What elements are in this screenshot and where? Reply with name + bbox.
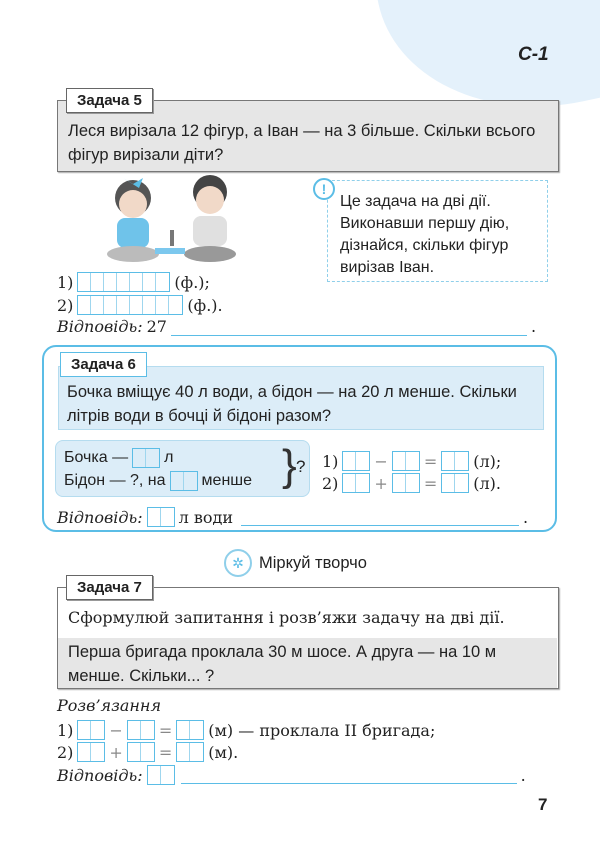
answer-cell[interactable] — [177, 721, 190, 739]
answer-cell[interactable] — [161, 508, 174, 526]
answer-cell[interactable] — [161, 766, 174, 784]
answer-cell[interactable] — [171, 472, 184, 490]
answer-cells[interactable] — [441, 451, 469, 471]
answer-cell[interactable] — [141, 743, 154, 761]
period: . — [530, 317, 537, 336]
hint-box — [327, 180, 548, 282]
answer-cell[interactable] — [343, 474, 356, 492]
task6-step1 — [322, 451, 501, 471]
answer-cells[interactable] — [77, 295, 183, 315]
answer-cells[interactable] — [342, 451, 370, 471]
answer-cell[interactable] — [130, 296, 143, 314]
answer-cell[interactable] — [177, 743, 190, 761]
task7-text: Перша бригада проклала 30 м шосе. А друга — на 10 м менше. Скільки... ? — [58, 638, 557, 688]
task6-tag: Задача 6 — [60, 352, 147, 377]
solution-label: Розв’язання — [57, 696, 162, 715]
step-number: 1) — [57, 272, 74, 292]
head-puzzle-icon: ✲ — [224, 549, 252, 577]
answer-cell[interactable] — [146, 449, 159, 467]
task6-text: Бочка вміщує 40 л води, а бідон — на 20 л менше. Скільки літрів води в бочці й бідоні разом? — [58, 366, 544, 430]
answer-cell[interactable] — [78, 721, 91, 739]
unit: (ф.); — [174, 272, 210, 292]
answer-cell[interactable] — [406, 474, 419, 492]
answer-cell[interactable] — [133, 449, 146, 467]
unit: (л). — [473, 473, 501, 493]
short-note — [55, 440, 310, 497]
answer-cell[interactable] — [190, 721, 203, 739]
answer-cells[interactable] — [127, 742, 155, 762]
answer-cell[interactable] — [356, 474, 369, 492]
answer-label: Відповідь: — [57, 507, 143, 527]
answer-cell[interactable] — [78, 743, 91, 761]
plus-sign: + — [109, 742, 123, 762]
answer-cell[interactable] — [148, 766, 161, 784]
period: . — [520, 765, 526, 785]
answer-cell[interactable] — [442, 474, 455, 492]
answer-cell[interactable] — [156, 296, 169, 314]
minus-sign: − — [374, 451, 388, 471]
answer-cell[interactable] — [91, 721, 104, 739]
period: . — [523, 507, 529, 527]
answer-cells[interactable] — [342, 473, 370, 493]
hint-text: Це задача на дві дії. Виконавши першу дію, дізнайся, скільки фігур вирізав Іван. — [340, 193, 510, 276]
answer-value: 27 — [146, 317, 167, 336]
unit: (ф.). — [187, 295, 223, 315]
creative-label: Міркуй творчо — [259, 554, 367, 572]
answer-cell[interactable] — [128, 743, 141, 761]
answer-cell[interactable] — [148, 508, 161, 526]
section-label: С-1 — [518, 44, 549, 65]
task5-answer — [57, 317, 536, 336]
answer-cell[interactable] — [104, 296, 117, 314]
equals-sign: = — [423, 473, 438, 493]
answer-cell[interactable] — [91, 743, 104, 761]
answer-cell[interactable] — [393, 452, 406, 470]
answer-cell[interactable] — [184, 472, 197, 490]
step-number: 2) — [57, 295, 74, 315]
task5-step2 — [57, 295, 223, 315]
task7-tag: Задача 7 — [66, 575, 153, 600]
task7-frame — [57, 587, 559, 689]
task6-answer — [57, 507, 528, 527]
answer-cells[interactable] — [170, 471, 198, 491]
task7-step1 — [57, 720, 435, 740]
task7-answer — [57, 765, 526, 785]
answer-cell[interactable] — [393, 474, 406, 492]
brace: } — [282, 441, 297, 490]
page-number: 7 — [538, 795, 548, 814]
answer-cell[interactable] — [130, 273, 143, 291]
note-less: менше — [201, 472, 253, 489]
answer-cell[interactable] — [104, 273, 117, 291]
answer-cell[interactable] — [156, 273, 169, 291]
answer-line[interactable] — [171, 318, 527, 336]
answer-cell[interactable] — [169, 296, 182, 314]
answer-cell[interactable] — [91, 273, 104, 291]
answer-cell[interactable] — [78, 273, 91, 291]
answer-cells[interactable] — [132, 448, 160, 468]
info-exclamation-icon: ! — [313, 178, 335, 200]
answer-label: Відповідь: — [57, 317, 143, 336]
answer-cells[interactable] — [392, 451, 420, 471]
task7-step2 — [57, 742, 238, 762]
answer-cells[interactable] — [147, 507, 175, 527]
step-number: 1) — [322, 451, 339, 471]
answer-cells[interactable] — [441, 473, 469, 493]
plus-sign: + — [374, 473, 388, 493]
answer-cell[interactable] — [143, 296, 156, 314]
task6-step2 — [322, 473, 501, 493]
answer-cells[interactable] — [77, 272, 170, 292]
task5-tag: Задача 5 — [66, 88, 153, 113]
unit: (л); — [473, 451, 502, 471]
answer-cell[interactable] — [356, 452, 369, 470]
answer-cells[interactable] — [77, 720, 105, 740]
answer-cells[interactable] — [77, 742, 105, 762]
answer-label: Відповідь: — [57, 765, 143, 785]
answer-cell[interactable] — [141, 721, 154, 739]
equals-sign: = — [158, 742, 173, 762]
answer-line[interactable] — [241, 508, 519, 526]
kids-illustration — [95, 170, 245, 265]
step-number: 1) — [57, 720, 74, 740]
task7-instruction: Сформулюй запитання і розв’яжи задачу на дві дії. — [68, 608, 505, 627]
answer-line[interactable] — [181, 766, 517, 784]
note-barrel: Бочка — — [64, 449, 129, 466]
answer-cell[interactable] — [442, 452, 455, 470]
step-number: 2) — [57, 742, 74, 762]
task5-step1 — [57, 272, 210, 292]
answer-cell[interactable] — [117, 273, 130, 291]
unit: л — [164, 449, 174, 466]
task5-text: Леся вирізала 12 фігур, а Іван — на 3 більше. Скільки всього фігур вирізали діти? — [57, 100, 559, 172]
answer-cells[interactable] — [127, 720, 155, 740]
answer-cell[interactable] — [343, 452, 356, 470]
unit: (м). — [208, 742, 239, 762]
answer-unit: л води — [178, 507, 234, 527]
answer-cell[interactable] — [406, 452, 419, 470]
answer-cell[interactable] — [78, 296, 91, 314]
answer-cells[interactable] — [147, 765, 175, 785]
answer-cell[interactable] — [117, 296, 130, 314]
equals-sign: = — [423, 451, 438, 471]
answer-cell[interactable] — [143, 273, 156, 291]
note-can: Бідон — ?, на — [64, 472, 166, 489]
minus-sign: − — [109, 720, 123, 740]
answer-cell[interactable] — [455, 452, 468, 470]
answer-cells[interactable] — [176, 720, 204, 740]
answer-cells[interactable] — [392, 473, 420, 493]
answer-cells[interactable] — [176, 742, 204, 762]
answer-cell[interactable] — [190, 743, 203, 761]
answer-cell[interactable] — [128, 721, 141, 739]
step-number: 2) — [322, 473, 339, 493]
equals-sign: = — [158, 720, 173, 740]
unit: (м) — проклала ІІ бригада; — [208, 720, 436, 740]
answer-cell[interactable] — [91, 296, 104, 314]
answer-cell[interactable] — [455, 474, 468, 492]
question-mark: ? — [296, 457, 306, 476]
